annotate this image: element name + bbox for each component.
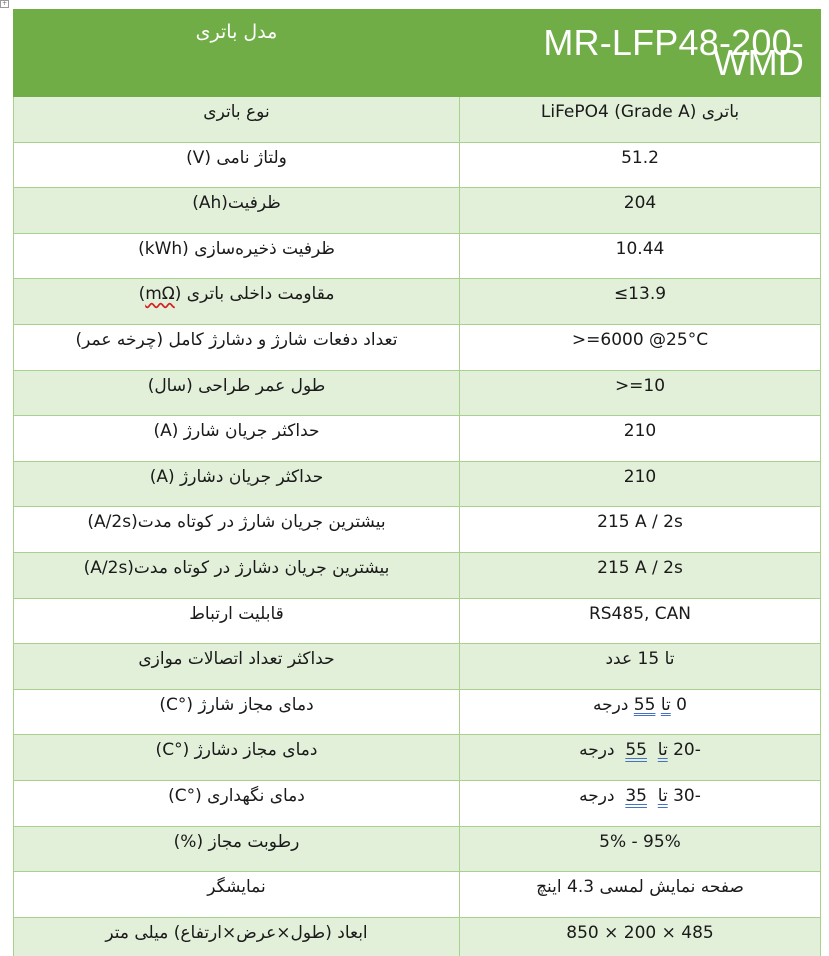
spec-value <box>460 735 821 781</box>
table-row <box>14 507 821 553</box>
spec-value <box>460 780 821 826</box>
table-row <box>14 279 821 325</box>
spec-label: طول عمر طراحی (سال) <box>14 370 460 416</box>
spec-value-text: صفحه نمایش لمسی 4.3 اینچ <box>536 877 744 898</box>
spec-value <box>460 689 821 735</box>
spec-label: ظرفیت ذخیره‌سازی (kWh) <box>14 233 460 279</box>
spec-value-text <box>647 786 658 806</box>
spec-value: >=10 <box>460 370 821 416</box>
spec-value <box>460 872 821 918</box>
spec-value: 210 <box>460 461 821 507</box>
spec-label: ظرفیت(Ah) <box>14 188 460 234</box>
spec-value-text: درجه <box>579 740 626 761</box>
spec-value-text: باتری LiFePO4 (Grade A) <box>540 102 740 122</box>
table-header-row <box>14 10 821 97</box>
grammar-check-word[interactable]: تا <box>660 694 671 715</box>
model-label: مدل باتری <box>14 10 460 97</box>
grammar-check-word[interactable]: 55 <box>625 740 647 761</box>
spec-value-text: تا 15 عدد <box>605 649 675 670</box>
table-row <box>14 97 821 143</box>
spec-label: قابلیت ارتباط <box>14 598 460 644</box>
grammar-check-word[interactable]: 35 <box>625 785 647 806</box>
table-row <box>14 233 821 279</box>
spec-label: تعداد دفعات شارژ و دشارژ کامل (چرخه عمر) <box>14 324 460 370</box>
table-row <box>14 826 821 872</box>
spec-label: ابعاد (طول×عرض×ارتفاع) میلی متر <box>14 917 460 956</box>
model-name: MR-LFP48-200-WMD <box>460 10 821 97</box>
spec-value-text: -20 <box>667 740 701 761</box>
spec-value: 51.2 <box>460 142 821 188</box>
table-row <box>14 461 821 507</box>
spec-value: 5% - 95% <box>460 826 821 872</box>
spec-label: رطوبت مجاز (%) <box>14 826 460 872</box>
table-row <box>14 735 821 781</box>
spec-value: 215 A / 2s <box>460 507 821 553</box>
table-row <box>14 689 821 735</box>
spec-value: 210 <box>460 416 821 462</box>
spec-value: 10.44 <box>460 233 821 279</box>
spec-label-text: ) <box>138 284 146 305</box>
table-row <box>14 370 821 416</box>
table-row <box>14 917 821 956</box>
table-row <box>14 644 821 690</box>
spec-label: ولتاژ نامی (V) <box>14 142 460 188</box>
spec-label: بیشترین جریان دشارژ در کوتاه مدت(A/2s) <box>14 552 460 598</box>
spec-label <box>14 279 460 325</box>
spec-value: RS485, CAN <box>460 598 821 644</box>
spec-value-text: -30 <box>667 785 701 806</box>
spec-label: بیشترین جریان شارژ در کوتاه مدت(A/2s) <box>14 507 460 553</box>
spec-label: حداکثر جریان دشارژ (A) <box>14 461 460 507</box>
grammar-check-word[interactable]: تا <box>657 740 668 761</box>
spell-check-word[interactable]: mΩ <box>145 284 175 305</box>
grammar-check-word[interactable]: تا <box>657 785 668 806</box>
spec-label: نوع باتری <box>14 97 460 143</box>
spec-value: >=6000 @25°C <box>460 324 821 370</box>
spec-value: 215 A / 2s <box>460 552 821 598</box>
table-row <box>14 416 821 462</box>
spec-value: 204 <box>460 188 821 234</box>
table-row <box>14 598 821 644</box>
spec-label: دمای نگهداری (°C) <box>14 780 460 826</box>
spec-value-text <box>647 740 658 760</box>
grammar-check-word[interactable]: 55 <box>633 694 656 715</box>
spec-value-text: درجه <box>592 694 634 715</box>
table-row <box>14 324 821 370</box>
table-row <box>14 780 821 826</box>
table-row <box>14 872 821 918</box>
spec-label-text: مقاومت داخلی باتری ( <box>174 284 335 305</box>
spec-value <box>460 97 821 143</box>
battery-spec-table <box>13 9 821 956</box>
spec-value: ≤13.9 <box>460 279 821 325</box>
table-move-handle-icon[interactable]: + <box>1 0 8 7</box>
table-row <box>14 552 821 598</box>
spec-value: 850 × 200 × 485 <box>460 917 821 956</box>
spec-label: نمایشگر <box>14 872 460 918</box>
spec-label: حداکثر تعداد اتصالات موازی <box>14 644 460 690</box>
table-row <box>14 188 821 234</box>
spec-value <box>460 644 821 690</box>
spec-label: دمای مجاز دشارژ (°C) <box>14 735 460 781</box>
spec-value-text: درجه <box>579 785 626 806</box>
table-row <box>14 142 821 188</box>
spec-value-text: 0 <box>670 694 687 715</box>
spec-label: حداکثر جریان شارژ (A) <box>14 416 460 462</box>
spec-label: دمای مجاز شارژ (°C) <box>14 689 460 735</box>
